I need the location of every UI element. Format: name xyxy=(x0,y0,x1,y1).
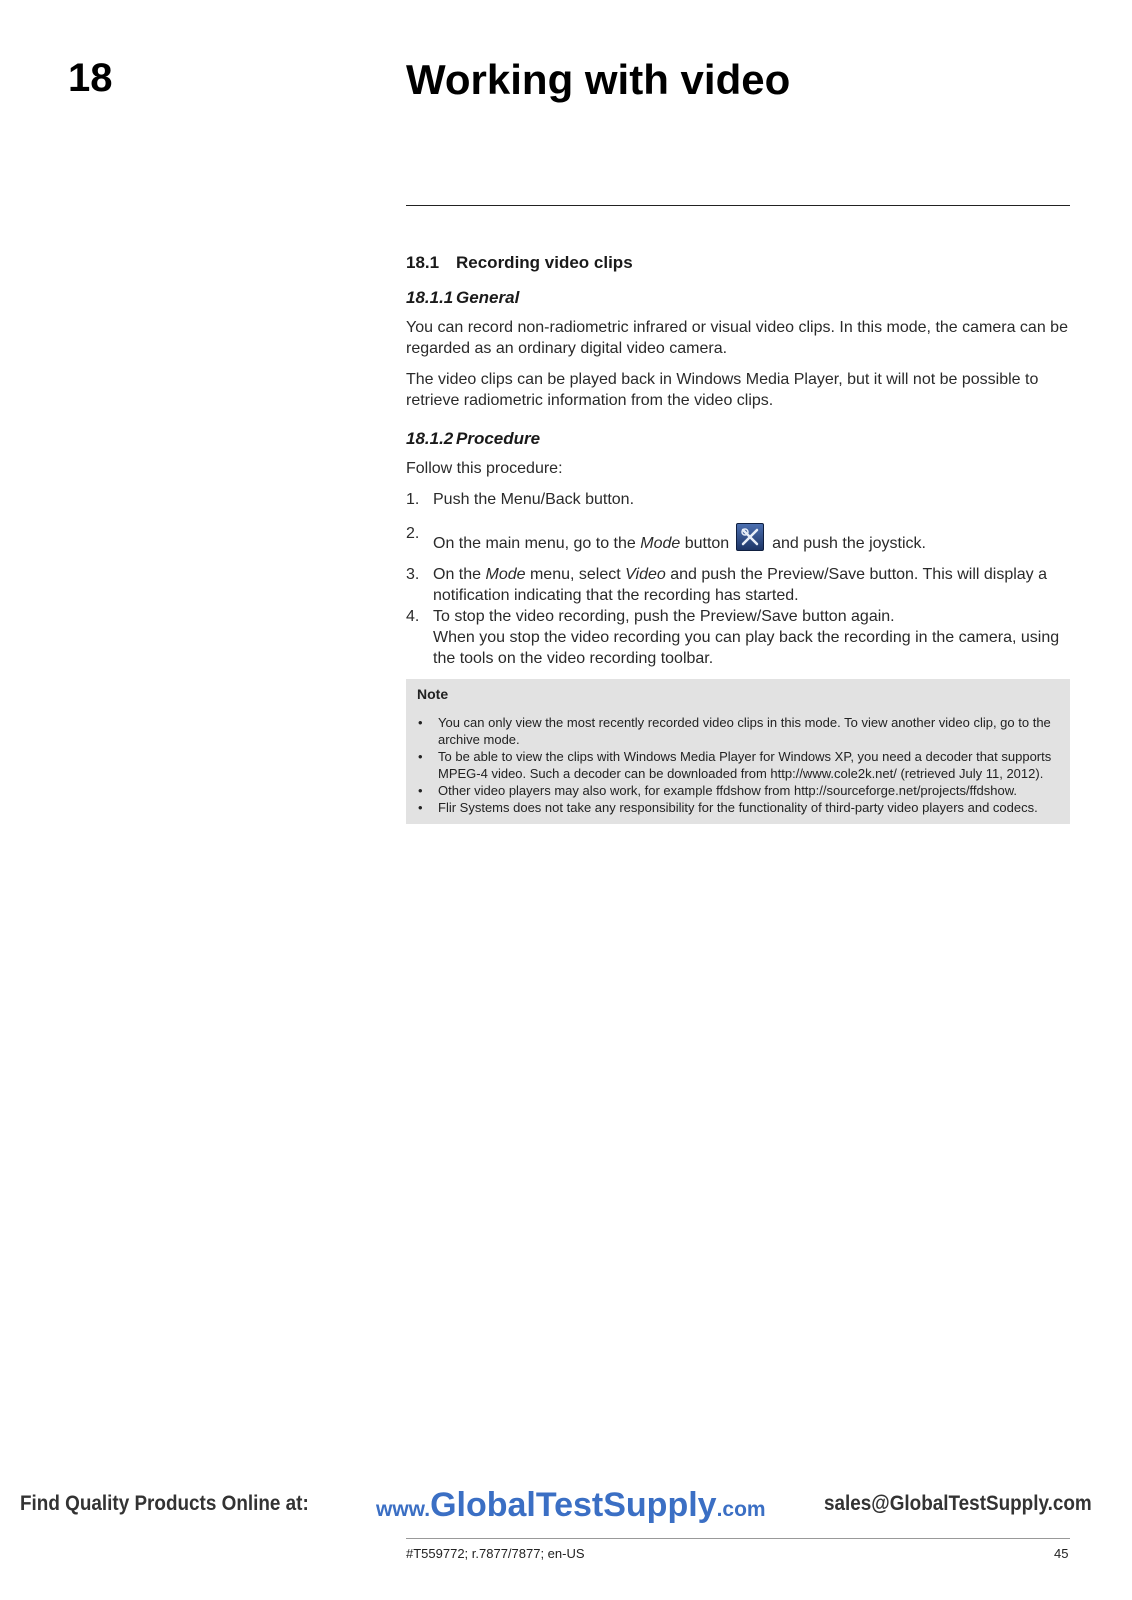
step-text-post: and push the Preview/Save button. This will display a notification indicating that the recording has started. xyxy=(433,566,1048,604)
general-title: General xyxy=(456,288,520,307)
main-content xyxy=(406,248,1070,824)
step-emphasis: Mode xyxy=(640,535,681,552)
bullet-icon: • xyxy=(418,800,423,815)
promo-footer xyxy=(0,1486,1132,1532)
step-text-pre: On the main menu, go to the xyxy=(433,535,641,552)
note-text: You can only view the most recently recorded video clips in this mode. To view another video clip, go to the archive mode. xyxy=(438,715,1051,747)
note-list xyxy=(417,714,1060,816)
note-text: Other video players may also work, for example ffdshow from http://sourceforge.net/projects/ffdshow. xyxy=(438,783,1018,798)
general-paragraph-1: You can record non-radiometric infrared or visual video clips. In this mode, the camera can be regarded as an ordinary digital video camera. xyxy=(406,319,1068,357)
section-title: Recording video clips xyxy=(456,253,633,272)
chapter-title: Working with video xyxy=(406,56,791,103)
section-heading xyxy=(406,252,1070,273)
step-text-mid: menu, select xyxy=(525,566,626,583)
footer-tagline: Find Quality Products Online at: xyxy=(20,1492,309,1515)
section-number: 18.1 xyxy=(406,253,440,272)
general-paragraph-2: The video clips can be played back in Windows Media Player, but it will not be possible to retrieve radiometric information from the video clips. xyxy=(406,371,1039,409)
step-marker: 2. xyxy=(406,525,420,542)
general-heading xyxy=(406,287,1070,308)
step-marker: 4. xyxy=(406,608,420,625)
note-item xyxy=(417,782,1060,799)
document-reference: #T559772; r.7877/7877; en-US xyxy=(406,1546,585,1561)
general-number: 18.1.1 xyxy=(406,288,454,307)
step-3 xyxy=(406,564,1070,606)
step-text-pre: On the xyxy=(433,566,486,583)
step-4 xyxy=(406,606,1070,669)
step-1 xyxy=(406,489,1070,510)
note-text: Flir Systems does not take any responsibility for the functionality of third-party video players and codecs. xyxy=(438,800,1038,815)
footer-www: www. xyxy=(376,1498,431,1521)
procedure-heading xyxy=(406,428,1070,449)
note-item xyxy=(417,748,1060,782)
procedure-intro: Follow this procedure: xyxy=(406,460,563,477)
mode-tools-icon xyxy=(736,523,764,551)
procedure-number: 18.1.2 xyxy=(406,429,454,448)
bullet-icon: • xyxy=(418,749,423,764)
note-box xyxy=(406,679,1070,824)
step-2 xyxy=(406,523,1070,554)
note-title: Note xyxy=(417,686,449,702)
step-text-continued: When you stop the video recording you can play back the recording in the camera, using the tools on the video recording toolbar. xyxy=(433,629,1060,667)
footer-divider xyxy=(406,1538,1070,1539)
bullet-icon: • xyxy=(418,715,423,730)
bullet-icon: • xyxy=(418,783,423,798)
step-text-post: and push the joystick. xyxy=(767,535,926,552)
chapter-number: 18 xyxy=(68,56,113,100)
footer-brand: GlobalTestSupply xyxy=(430,1486,717,1524)
footer-email-link[interactable]: sales@GlobalTestSupply.com xyxy=(824,1492,1092,1515)
step-emphasis-2: Video xyxy=(625,566,666,583)
step-marker: 1. xyxy=(406,491,420,508)
step-marker: 3. xyxy=(406,566,420,583)
note-item xyxy=(417,799,1060,816)
step-text: Push the Menu/Back button. xyxy=(433,491,635,508)
chapter-divider xyxy=(406,205,1070,206)
note-item xyxy=(417,714,1060,748)
procedure-steps xyxy=(406,489,1070,669)
footer-com: .com xyxy=(716,1498,766,1521)
note-text: To be able to view the clips with Windows Media Player for Windows XP, you need a decoder that supports MPEG-4 video. Such a decoder can be downloaded from http://www.cole2k.net/ (retrieved July 11, 2012). xyxy=(438,749,1052,781)
step-text-mid: button xyxy=(680,535,730,552)
step-text: To stop the video recording, push the Preview/Save button again. xyxy=(433,608,895,625)
footer-website-link[interactable] xyxy=(376,1486,766,1525)
procedure-title: Procedure xyxy=(456,429,541,448)
page-number: 45 xyxy=(1054,1546,1069,1561)
step-emphasis: Mode xyxy=(485,566,526,583)
